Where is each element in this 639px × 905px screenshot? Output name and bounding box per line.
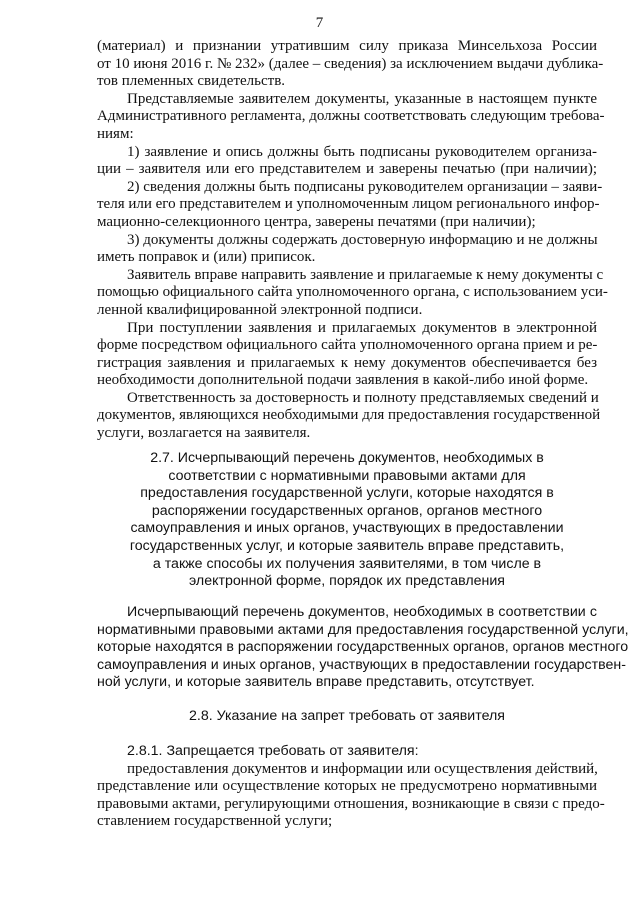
text-line: 1) заявление и опись должны быть подписаны руководителем организа- [127, 143, 597, 160]
text-line: от 10 июня 2016 г. № 232» (далее – сведения) за исключением выдачи дублика- [97, 55, 604, 72]
text-line: Ответственность за достоверность и полноту представляемых сведений и [127, 389, 599, 406]
text-line: (материал) и признании утратившим силу приказа Минсельхоза России [97, 38, 597, 54]
section-heading-2-8 [97, 708, 597, 726]
text-line: документов, являющихся необходимыми для предоставления государственной [97, 407, 601, 424]
heading-line: предоставления государственной услуги, которые находятся в [140, 485, 554, 502]
page-number: 7 [315, 15, 324, 31]
heading-line: 2.8. Указание на запрет требовать от заявителя [189, 708, 505, 724]
heading-line: соответствии с нормативными правовыми актами для [168, 467, 526, 484]
text-line: иметь поправок и (или) приписок. [97, 249, 316, 266]
section-heading-2-7 [97, 450, 597, 591]
text-line: помощью официального сайта уполномоченного органа, с использованием уси- [97, 284, 608, 301]
heading-line: государственных услуг, и которые заявитель вправе представить, [129, 537, 565, 554]
text-line: мационно-селекционного центра, заверены печатями (при наличии); [97, 213, 536, 230]
text-line: ниям: [97, 125, 134, 142]
text-line: предоставления документов и информации или осуществления действий, [127, 760, 598, 777]
text-line: Представляемые заявителем документы, указанные в настоящем пункте [127, 90, 597, 107]
text-line: При поступлении заявления и прилагаемых документов в электронной [127, 319, 597, 336]
heading-line: 2.7. Исчерпывающий перечень документов, необходимых в [150, 450, 544, 466]
text-line: правовыми актами, регулирующими отношения, возникающие в связи с предо- [97, 795, 605, 812]
heading-line: электронной форме, порядок их представления [189, 573, 505, 590]
section-2-8-1-block [97, 743, 605, 831]
text-line: необходимости дополнительной подачи заявления в какой-либо иной форме. [97, 372, 589, 389]
text-line: которые находятся в распоряжении государственных органов, органов местного [97, 639, 629, 656]
text-line: нормативными правовыми актами для предоставления государственной услуги, [97, 621, 629, 638]
text-line: теля или его представителем и уполномоченным лицом регионального инфор- [97, 196, 600, 213]
text-line: 2.8.1. Запрещается требовать от заявителя: [127, 743, 419, 759]
text-line: тов племенных свидетельств. [97, 73, 286, 90]
text-line: 2) сведения должны быть подписаны руководителем организации – заяви- [127, 178, 603, 195]
section-2-7-paragraph [97, 604, 629, 692]
text-line: Заявитель вправе направить заявление и прилагаемые к нему документы с [127, 266, 604, 283]
body-text-block [97, 38, 608, 443]
text-line: ставлением государственной услуги; [97, 813, 333, 830]
heading-line: распоряжении государственных органов, органов местного [151, 502, 543, 519]
text-line: ной услуги, и которые заявитель вправе представить, отсутствует. [97, 674, 535, 691]
text-line: форме посредством официального сайта уполномоченного органа прием и ре- [97, 337, 598, 354]
text-line: 3) документы должны содержать достоверную информацию и не должны [127, 231, 598, 248]
text-line: самоуправления и иных органов, участвующих в предоставлении государствен- [97, 656, 626, 673]
text-line: ции – заявителя или его представителем и заверены печатью (при наличии); [97, 161, 597, 178]
text-line: Исчерпывающий перечень документов, необходимых в соответствии с [127, 604, 597, 620]
text-line: представление или осуществление которых не предусмотрено нормативными [97, 778, 597, 795]
text-line: гистрация заявления и прилагаемых к нему документов обеспечивается без [97, 354, 597, 371]
heading-line: а также способы их получения заявителями, в том числе в [152, 555, 542, 572]
heading-line: самоуправления и иных органов, участвующих в предоставлении [130, 520, 564, 537]
text-line: Административного регламента, должны соответствовать следующим требова- [97, 108, 605, 125]
text-line: услуги, возлагается на заявителя. [97, 425, 311, 442]
text-line: ленной квалифицированной электронной подписи. [97, 301, 423, 318]
